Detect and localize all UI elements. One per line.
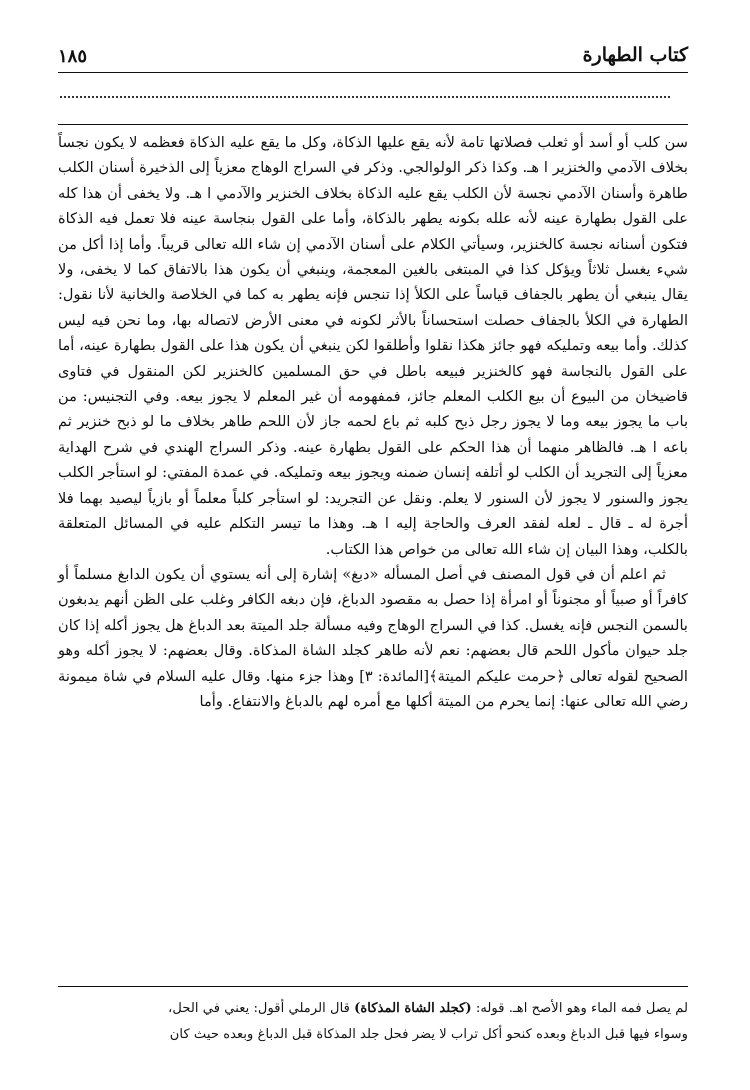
footnote-rule [58, 986, 688, 987]
footnote-line: وسواء فيها قبل الدباغ وبعده كنحو أكل تراب لا يضر فحل جلد المذكاة قبل الدباغ وبعده حيث كان [169, 1027, 688, 1042]
footnote-keyword: (كجلد الشاة المذكاة) [354, 1001, 472, 1016]
footnote-line [58, 996, 688, 1022]
running-header-title: كتاب الطهارة [582, 44, 688, 66]
dotted-separator [60, 96, 670, 98]
header-rule [58, 72, 688, 73]
footnote-text: لم يصل فمه الماء وهو الأصح اهـ. قوله: [471, 1001, 688, 1016]
footnotes-block [58, 996, 688, 1048]
paragraph: ثم اعلم أن في قول المصنف في أصل المسأله «دبغ» إشارة إلى أنه يستوي أن يكون الدابغ مسلماً أو كافراً أو صبياً أو مجنوناً أو امرأة إذا حصل به مقصود الدباغ، فإن دبغه الكافر وغلب على الظن أنهم يدبغون بالسمن النجس فإنه يغسل. كذا في السراج الوهاج وفيه مسألة جلد الميتة بعد الدباغ هل يجوز أكله إذا كان جلد حيوان مأكول اللحم قال بعضهم: نعم لأنه طاهر كجلد الشاة المذكاة. وقال بعضهم: لا يجوز أكله وهو الصحيح لقوله تعالى ﴿حرمت عليكم الميتة﴾[المائدة: ٣] وهذا جزء منها. وقال عليه السلام في شاة ميمونة رضي الله تعالى عنها: إنما يحرم من الميتة أكلها مع أمره لهم بالدباغ والانتفاع. وأما [58, 565, 688, 710]
footnote-text: قال الرملي أقول: يعني في الحل، [168, 1001, 355, 1016]
main-text-block [58, 130, 688, 714]
text-top-rule [58, 124, 688, 125]
paragraph: سن كلب أو أسد أو ثعلب فصلاتها تامة لأنه يقع عليها الذكاة، وكل ما يقع عليه الذكاة فعظمه لا يكون نجساً بخلاف الآدمي والخنزير ا هـ. وكذا ذكر الولوالجي. وذكر في السراج الوهاج معزياً إلى الذخيرة أسنان الكلب طاهرة وأسنان الآدمي نجسة لأن الكلب يقع عليه الذكاة بخلاف الخنزير والآدمي ا هـ. ولا يخفى أن هذا كله على القول بطهارة عينه لأنه علله بكونه يطهر بالذكاة، وأما على القول بنجاسة عينه فلا تعمل فيه الذكاة فتكون أسنانه نجسة كالخنزير، وسيأتي الكلام على أسنان الآدمي إن شاء الله تعالى قريباً. وأما إذا أكل من شيء يغسل ثلاثاً ويؤكل كذا في المبتغى بالغين المعجمة، وينبغي أن يكون هذا بالاتفاق كما لا يخفى، ولا يقال ينبغي أن يطهر بالجفاف قياساً على الكلأ إذا تنجس فإنه يطهر به كما في الخلاصة والخانية لأنا نقول: الطهارة في الكلأ بالجفاف حصلت استحساناً بالأثر لكونه في معنى الأرض لاتصاله بها، وما نحن فيه ليس كذلك. وأما بيعه وتمليكه فهو جائز هكذا نقلوا وأطلقوا لكن ينبغي أن يكون هذا على القول بطهارة عينه، أما على القول بالنجاسة فهو كالخنزير فبيعه باطل في حق المسلمين كالخنزير لكن المنقول في فتاوى قاضيخان من البيوع أن بيع الكلب المعلم جائز، فمفهومه أن غير المعلم لا يجوز بيعه. وفي التجنيس: من باب ما يجوز بيعه وما لا يجوز رجل ذبح كلبه ثم باع لحمه جاز لأن اللحم طاهر بخلاف ما لو ذبح خنزير ثم باعه ا هـ. فالظاهر منهما أن هذا الحكم على القول بطهارة عينه. وذكر السراج الهندي في شرح الهداية معزياً إلى التجريد أن الكلب لو أتلفه إنسان ضمنه ويجوز بيعه وتمليكه. في عمدة المفتي: لو استأجر الكلب يجوز والسنور لا يجوز لأن السنور لا يعلم. ونقل عن التجريد: لو استأجر كلباً معلماً أو بازياً ليصيد بهما فلا أجرة له ـ قال ـ لعله لفقد العرف والحاجة إليه ا هـ. وهذا ما تيسر التكلم عليه في المسائل المتعلقة بالكلب، وهذا البيان إن شاء الله تعالى من خواص هذا الكتاب. [58, 134, 688, 558]
page-number: ١٨٥ [58, 46, 88, 67]
